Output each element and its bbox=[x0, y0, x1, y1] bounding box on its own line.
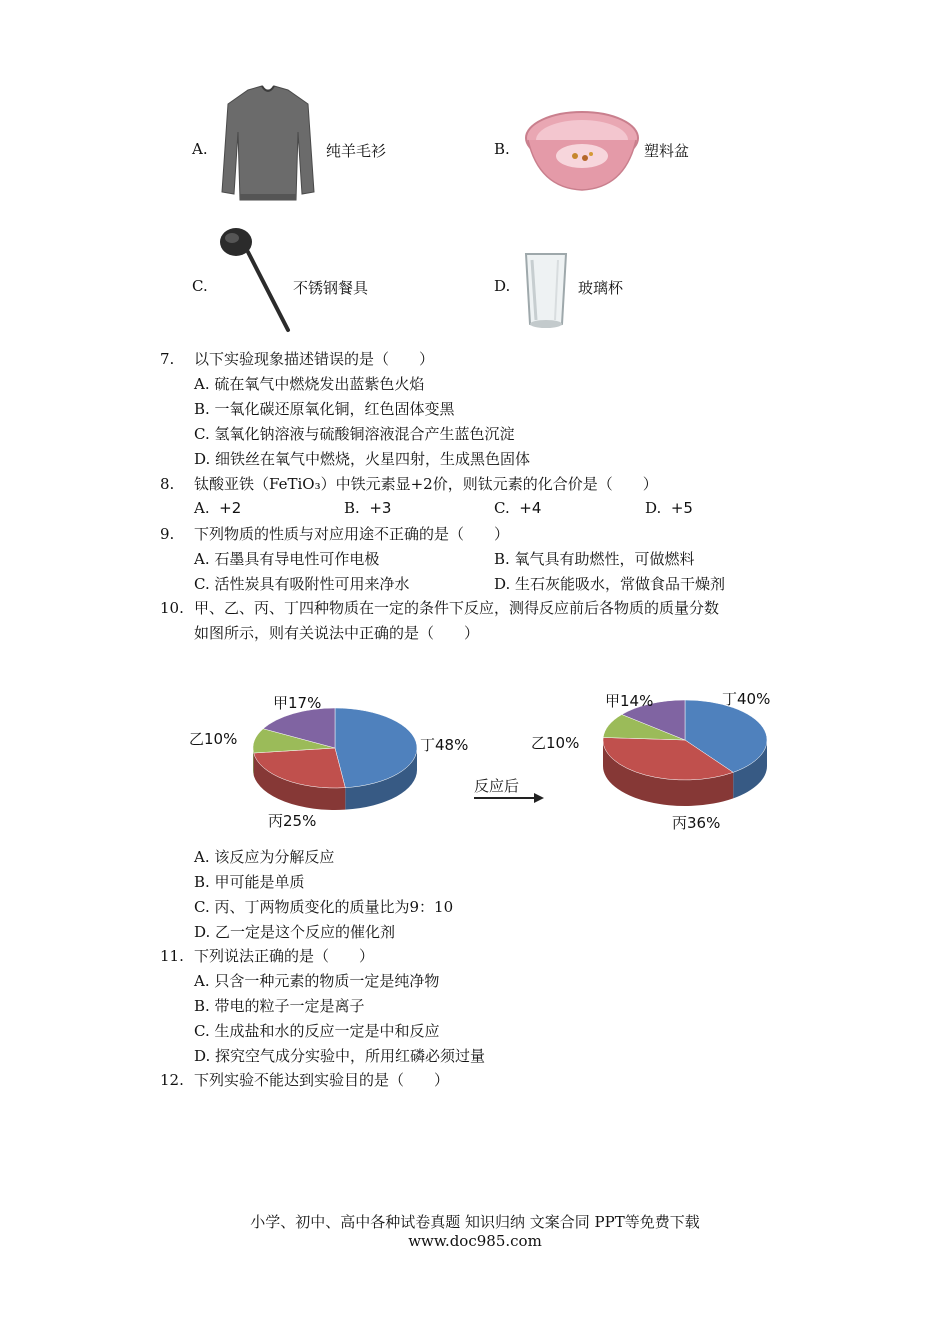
q7-option-d: D. 细铁丝在氧气中燃烧，火星四射，生成黑色固体 bbox=[194, 450, 531, 468]
option-c-label: 不锈钢餐具 bbox=[293, 279, 369, 297]
arrow-label: 反应后 bbox=[474, 777, 520, 795]
option-a-label: 纯羊毛衫 bbox=[326, 142, 387, 160]
q11-option-c: C. 生成盐和水的反应一定是中和反应 bbox=[194, 1022, 440, 1040]
q8-option-b: B. +3 bbox=[344, 499, 392, 517]
option-b-label: 塑料盆 bbox=[644, 142, 690, 160]
q7-option-a: A. 硫在氧气中燃烧发出蓝紫色火焰 bbox=[194, 375, 425, 393]
q7-stem: 7. 以下实验现象描述错误的是（ ） bbox=[160, 350, 435, 368]
q11-option-d: D. 探究空气成分实验中，所用红磷必须过量 bbox=[194, 1047, 486, 1065]
pie-after-label-bing: 丙36% bbox=[672, 814, 721, 832]
q9-option-c: C. 活性炭具有吸附性可用来净水 bbox=[194, 575, 410, 593]
pie-before-label-jia: 甲17% bbox=[273, 694, 322, 712]
pie-before-label-yi: 乙10% bbox=[189, 730, 238, 748]
q11-stem: 11. 下列说法正确的是（ ） bbox=[160, 947, 375, 965]
q10-option-c: C. 丙、丁两物质变化的质量比为9：10 bbox=[194, 898, 454, 916]
q10-option-a: A. 该反应为分解反应 bbox=[194, 848, 335, 866]
q10-stem-line2: 如图所示，则有关说法中正确的是（ ） bbox=[194, 624, 480, 642]
pie-chart-before bbox=[245, 698, 425, 818]
q9-option-d: D. 生石灰能吸水，常做食品干燥剂 bbox=[494, 575, 726, 593]
option-d-label: 玻璃杯 bbox=[578, 279, 624, 297]
pie-after-label-yi: 乙10% bbox=[531, 734, 580, 752]
option-c-letter: C. bbox=[192, 277, 208, 295]
q7-option-c: C. 氢氧化钠溶液与硫酸铜溶液混合产生蓝色沉淀 bbox=[194, 425, 515, 443]
stainless-ladle-image bbox=[214, 222, 294, 334]
q7-option-b: B. 一氧化碳还原氧化铜，红色固体变黑 bbox=[194, 400, 455, 418]
q8-option-a: A. +2 bbox=[194, 499, 242, 517]
q11-option-b: B. 带电的粒子一定是离子 bbox=[194, 997, 365, 1015]
arrow-right-icon bbox=[474, 792, 546, 804]
q10-stem-line1: 10. 甲、乙、丙、丁四种物质在一定的条件下反应，测得反应前后各物质的质量分数 bbox=[160, 599, 720, 617]
option-a-letter: A. bbox=[192, 140, 208, 158]
q10-option-d: D. 乙一定是这个反应的催化剂 bbox=[194, 923, 396, 941]
pie-after-label-jia: 甲14% bbox=[605, 692, 654, 710]
plastic-basin-image bbox=[523, 108, 641, 194]
footer-url: www.doc985.com bbox=[408, 1232, 542, 1250]
q8-option-c: C. +4 bbox=[494, 499, 542, 517]
glass-cup-image bbox=[522, 250, 570, 332]
q9-option-a: A. 石墨具有导电性可作电极 bbox=[194, 550, 380, 568]
q10-option-b: B. 甲可能是单质 bbox=[194, 873, 305, 891]
footer-line1: 小学、初中、高中各种试卷真题 知识归纳 文案合同 PPT等免费下载 bbox=[250, 1213, 700, 1231]
option-d-letter: D. bbox=[494, 277, 511, 295]
option-b-letter: B. bbox=[494, 140, 510, 158]
q8-option-d: D. +5 bbox=[645, 499, 693, 517]
q9-stem: 9. 下列物质的性质与对应用途不正确的是（ ） bbox=[160, 525, 510, 543]
pie-before-label-ding: 丁48% bbox=[420, 736, 469, 754]
pie-after-label-ding: 丁40% bbox=[722, 690, 771, 708]
sweater-image bbox=[218, 82, 318, 204]
q11-option-a: A. 只含一种元素的物质一定是纯净物 bbox=[194, 972, 440, 990]
q12-stem: 12. 下列实验不能达到实验目的是（ ） bbox=[160, 1071, 450, 1089]
q8-stem: 8. 钛酸亚铁（FeTiO₃）中铁元素显+2价，则钛元素的化合价是（ ） bbox=[160, 475, 658, 493]
pie-before-label-bing: 丙25% bbox=[268, 812, 317, 830]
q9-option-b: B. 氧气具有助燃性，可做燃料 bbox=[494, 550, 695, 568]
